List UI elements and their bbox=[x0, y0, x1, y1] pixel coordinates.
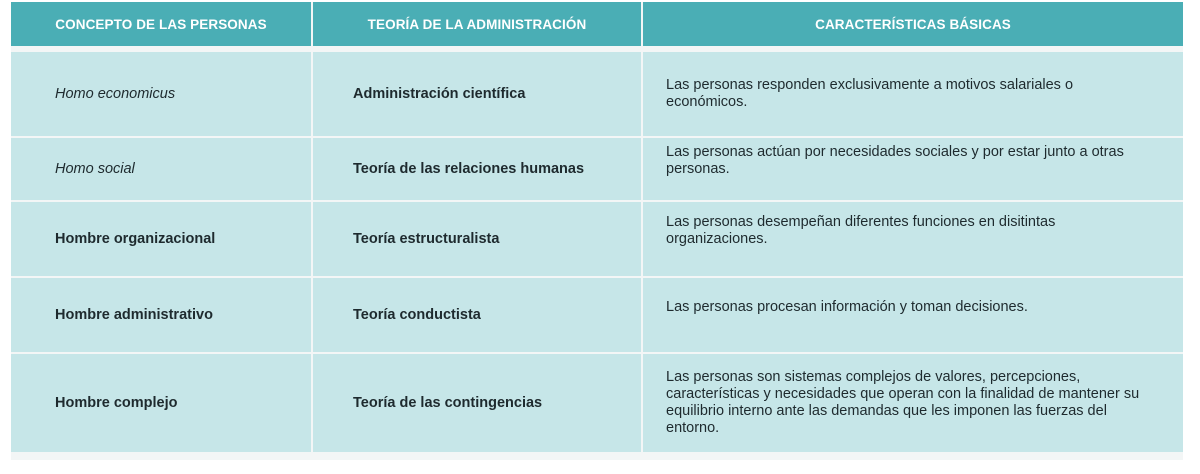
characteristics-text: Las personas desempeñan diferentes funciones en disitintas organizaciones. bbox=[666, 214, 1056, 247]
cell-theory: Teoría conductista bbox=[313, 278, 643, 354]
table-row bbox=[11, 354, 1183, 454]
cell-characteristics: Las personas responden exclusivamente a motivos salariales o económicos. bbox=[643, 52, 1183, 138]
header-characteristics: CARACTERÍSTICAS BÁSICAS bbox=[643, 2, 1183, 46]
header-theory: TEORÍA DE LA ADMINISTRACIÓN bbox=[313, 2, 643, 46]
table-container bbox=[11, 2, 1183, 460]
cell-concept: Homo economicus bbox=[11, 52, 313, 138]
cell-concept: Hombre organizacional bbox=[11, 202, 313, 278]
table-row bbox=[11, 138, 1183, 202]
administration-theories-table bbox=[11, 2, 1183, 454]
table-row bbox=[11, 278, 1183, 354]
cell-theory: Teoría de las contingencias bbox=[313, 354, 643, 454]
cell-theory: Teoría estructuralista bbox=[313, 202, 643, 278]
cell-characteristics bbox=[643, 278, 1183, 354]
cell-characteristics bbox=[643, 138, 1183, 202]
header-concept: CONCEPTO DE LAS PERSONAS bbox=[11, 2, 313, 46]
characteristics-text: Las personas procesan información y toman decisiones. bbox=[666, 298, 1028, 315]
table-row bbox=[11, 202, 1183, 278]
cell-concept: Hombre complejo bbox=[11, 354, 313, 454]
table-row bbox=[11, 52, 1183, 138]
characteristics-text: Las personas actúan por necesidades sociales y por estar junto a otras personas. bbox=[666, 144, 1124, 177]
cell-concept: Hombre administrativo bbox=[11, 278, 313, 354]
cell-theory: Administración científica bbox=[313, 52, 643, 138]
cell-concept: Homo social bbox=[11, 138, 313, 202]
table-header-row bbox=[11, 2, 1183, 46]
cell-theory: Teoría de las relaciones humanas bbox=[313, 138, 643, 202]
cell-characteristics: Las personas son sistemas complejos de valores, percepciones, características y necesidades que operan con la finalidad de mantener su equilibrio interno ante las demandas que les imponen las fuerzas del entorno. bbox=[643, 354, 1183, 454]
cell-characteristics bbox=[643, 202, 1183, 278]
